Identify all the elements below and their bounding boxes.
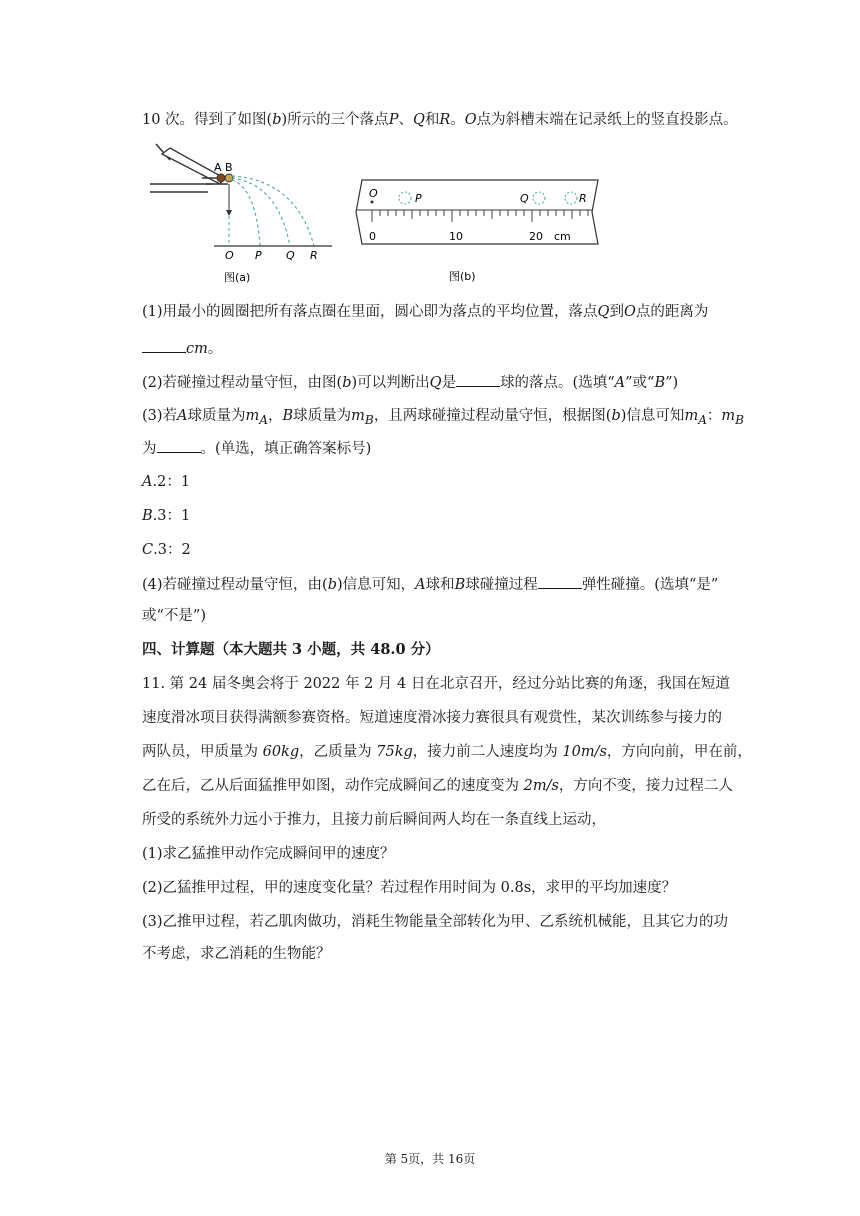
text-run: 75kg [376, 744, 413, 760]
section-heading [142, 640, 440, 660]
plumb-arrow [226, 210, 232, 216]
text-run: m [721, 408, 736, 424]
page-footer: 第 5页，共 16页 [384, 1152, 476, 1166]
question-1-cont [142, 338, 222, 359]
text-run: Q [429, 375, 442, 391]
text-run: 点的距离为 [635, 304, 709, 320]
text-run: b [611, 408, 621, 424]
text-run: ，乙质量为 [299, 744, 377, 760]
question-1 [142, 302, 708, 322]
text-run: 2m/s [523, 778, 559, 794]
text-run: cm [186, 341, 208, 357]
problem-11-line-5 [142, 810, 606, 830]
text-run: 11. 第 24 届冬奥会将于 2022 年 2 月 4 日在北京召开，经过分站比赛的角逐，我国在短道 [142, 676, 730, 692]
tick-label-20: 20 [529, 230, 543, 243]
text-run: (2)乙猛推甲过程，甲的速度变化量？若过程作用时间为 0.8s，求甲的平均加速度？ [142, 880, 677, 896]
text-run: Q [597, 304, 610, 320]
text-run: ，方向向前，甲在前， [606, 744, 752, 760]
label-o: O [225, 249, 234, 262]
text-run: m [351, 408, 365, 424]
text-run: 球的落点。(选填“ [500, 375, 615, 391]
text-run: (4)若碰撞过程动量守恒，由( [142, 577, 328, 593]
option-text: .3：2 [153, 542, 191, 558]
figure-b-ruler [352, 172, 602, 292]
label-p: P [255, 249, 262, 262]
text-run: (2)若碰撞过程动量守恒，由图( [142, 375, 343, 391]
text-run: 速度滑冰项目获得满额参赛资格。短道速度滑冰接力赛很具有观赏性，某次训练参与接力的 [142, 710, 722, 726]
question-3-cont [142, 438, 371, 459]
text-run: 球质量为 [293, 408, 352, 424]
question-3 [142, 406, 744, 430]
question-4 [142, 574, 718, 595]
subquestion-3-cont [142, 944, 331, 964]
text-run: 所受的系统外力远小于推力，且接力前后瞬间两人均在一条直线上运动， [142, 812, 606, 828]
ball-a [217, 174, 225, 182]
answer-blank[interactable] [157, 438, 201, 453]
text-run: 60kg [262, 744, 300, 760]
problem-11-line-2 [142, 708, 722, 728]
text-run: A [614, 375, 626, 391]
text-run: A [259, 412, 269, 427]
answer-blank[interactable] [538, 574, 582, 589]
option-text: .2：1 [152, 474, 191, 490]
problem-11-line-3 [142, 742, 752, 762]
option-letter: B [142, 508, 153, 524]
text-run: 和 [424, 112, 440, 128]
text-run: O [464, 112, 477, 128]
trajectory-p [232, 180, 260, 246]
text-run: m [245, 408, 260, 424]
text-run: B [735, 412, 745, 427]
text-run: ： [706, 408, 722, 424]
option-c[interactable] [142, 540, 191, 560]
option-a[interactable] [142, 472, 190, 492]
text-run: A [698, 412, 707, 427]
caption-b: 图(b) [449, 270, 476, 283]
text-run: 球碰撞过程 [465, 577, 538, 593]
label-q: Q [286, 249, 295, 262]
option-text: .3：1 [152, 508, 191, 524]
trajectory-r [232, 176, 314, 246]
point-o [371, 201, 374, 204]
text-run: (1)用最小的圆圈把所有落点圈在里面，圆心即为落点的平均位置，落点 [142, 304, 598, 320]
text-run: (3)若 [142, 408, 178, 424]
text-run: 乙在后，乙从后面猛推甲如图，动作完成瞬间乙的速度变为 [142, 778, 524, 794]
text-run: 为 [142, 441, 157, 457]
label-q: Q [520, 192, 529, 205]
trajectory-q [232, 178, 290, 246]
text-run: ”) [665, 375, 679, 391]
section-title: 四、计算题（本大题共 3 小题，共 48.0 分） [142, 641, 440, 658]
answer-blank[interactable] [142, 338, 186, 353]
text-line [142, 110, 738, 130]
ball-labels: A B [214, 161, 233, 174]
text-run: b [342, 375, 352, 391]
text-run: )信息可知， [337, 577, 416, 593]
unit-label: cm [554, 230, 571, 243]
ball-b [225, 174, 233, 182]
text-run: ，接力前二人速度均为 [412, 744, 563, 760]
text-run: 弹性碰撞。(选填“是” [581, 577, 719, 593]
text-run: 是 [441, 375, 457, 391]
option-b[interactable] [142, 506, 190, 526]
text-run: 两队员，甲质量为 [142, 744, 263, 760]
text-run: b [327, 577, 337, 593]
problem-11-line-1 [142, 674, 730, 694]
text-run: m [684, 408, 699, 424]
text-run: (1)求乙猛推甲动作完成瞬间甲的速度？ [142, 846, 395, 862]
tick-label-0: 0 [369, 230, 376, 243]
text-run: ， [268, 408, 283, 424]
text-run: 。(单选，填正确答案标号) [200, 441, 372, 457]
text-run: 、 [398, 112, 413, 128]
text-run: 点为斜槽末端在记录纸上的竖直投影点。 [476, 112, 738, 128]
text-run: 球质量为 [187, 408, 246, 424]
text-run: ”或“ [625, 375, 655, 391]
problem-11-line-4 [142, 776, 733, 796]
text-run: B [654, 375, 666, 391]
text-run: Q [412, 112, 425, 128]
answer-blank[interactable] [456, 372, 500, 387]
question-2 [142, 372, 678, 393]
text-run: 或“不是”) [142, 608, 206, 624]
option-letter: C [142, 542, 154, 558]
text-run: O [623, 304, 636, 320]
text-run: (3)乙推甲过程，若乙肌肉做功，消耗生物能量全部转化为甲、乙系统机械能，且其它力的功 [142, 914, 729, 930]
text-run: )信息可知 [620, 408, 685, 424]
text-run: B [454, 577, 466, 593]
label-p: P [415, 192, 422, 205]
text-run: ，且两球碰撞过程动量守恒，根据图( [373, 408, 612, 424]
text-run: b [272, 112, 282, 128]
text-run: 球和 [425, 577, 455, 593]
text-run: 10m/s [562, 744, 607, 760]
text-run: 不考虑，求乙消耗的生物能？ [142, 946, 331, 962]
text-run: P [388, 112, 399, 128]
text-run: 10 次。得到了如图( [142, 112, 273, 128]
tick-label-10: 10 [449, 230, 463, 243]
text-run: )可以判断出 [351, 375, 430, 391]
text-run: ，方向不变，接力过程二人 [558, 778, 733, 794]
text-run: B [282, 408, 294, 424]
option-letter: A [142, 474, 153, 490]
label-o: O [369, 187, 378, 200]
figure-a-apparatus [148, 140, 348, 292]
label-r: R [579, 192, 587, 205]
label-r: R [310, 249, 318, 262]
subquestion-2 [142, 878, 676, 898]
question-4-cont [142, 606, 206, 626]
subquestion-1 [142, 844, 395, 864]
text-run: 。 [207, 341, 223, 357]
caption-a: 图(a) [224, 271, 251, 284]
text-run: B [364, 412, 374, 427]
text-run: R [439, 112, 451, 128]
subquestion-3 [142, 912, 728, 932]
text-run: A [177, 408, 188, 424]
text-run: )所示的三个落点 [281, 112, 389, 128]
text-run: 。 [450, 112, 465, 128]
text-run: 到 [609, 304, 624, 320]
text-run: A [415, 577, 426, 593]
